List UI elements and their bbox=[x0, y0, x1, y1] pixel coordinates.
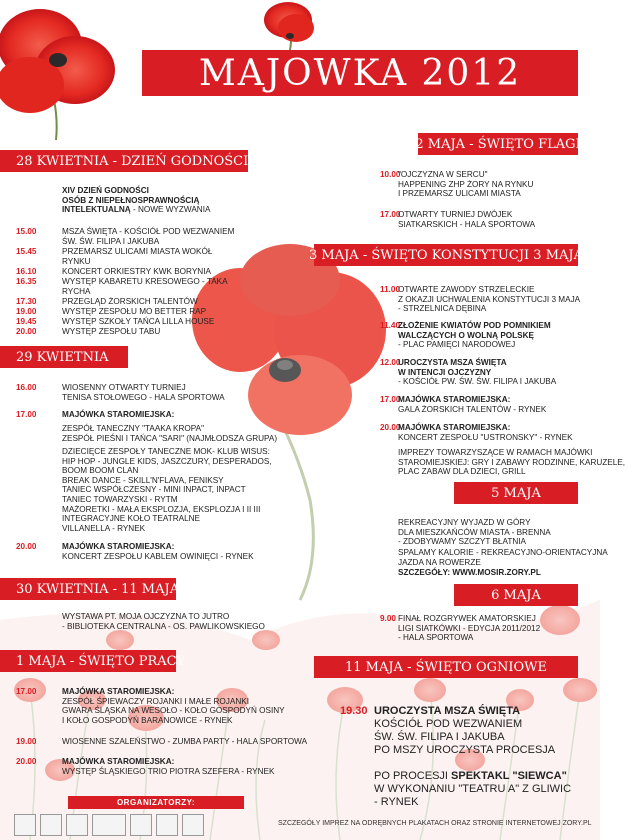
event-line: I PRZEMARSZ ULICAMI MIASTA bbox=[398, 189, 521, 199]
event-line: JAZDA NA ROWERZE bbox=[398, 557, 481, 567]
event-line: RYNKU bbox=[62, 256, 91, 266]
event-time: 19.00 bbox=[16, 307, 37, 316]
event-description bbox=[62, 424, 277, 443]
event-line: ŚW. ŚW. FILIPA I JAKUBA bbox=[374, 731, 505, 743]
event-line: W INTENCJI OJCZYZNY bbox=[398, 367, 492, 377]
event-line: INTELEKTUALNĄ - NOWE WYZWANIA bbox=[62, 205, 211, 215]
section-heading: 1 MAJA - ŚWIĘTO PRACY bbox=[0, 650, 176, 672]
event-time: 9.00 bbox=[380, 614, 396, 623]
mosir-logo bbox=[92, 814, 126, 836]
section-heading: 29 KWIETNIA bbox=[0, 346, 128, 368]
event-line: - STRZELNICA DĘBINA bbox=[398, 304, 487, 314]
section-heading: 30 KWIETNIA - 11 MAJA bbox=[0, 578, 176, 600]
event-time: 17.00 bbox=[380, 210, 401, 219]
event-description bbox=[62, 327, 160, 337]
event-line bbox=[374, 757, 571, 770]
event-line: TENISA STOŁOWEGO - HALA SPORTOWA bbox=[62, 392, 225, 402]
event-description bbox=[398, 423, 573, 442]
event-description bbox=[398, 170, 533, 199]
event-line: W WYKONANIU "TEATRU A" Z GLIWIC bbox=[374, 783, 572, 795]
section-heading: 11 MAJA - ŚWIĘTO OGNIOWE bbox=[314, 656, 578, 678]
event-line: - KOŚCIÓŁ PW. ŚW. ŚW. FILIPA I JAKUBA bbox=[398, 377, 557, 387]
event-line: GALA ŻORSKICH TALENTÓW - RYNEK bbox=[398, 404, 547, 414]
event-line: PO PROCESJI SPEKTAKL "SIEWCA" bbox=[374, 770, 567, 782]
event-line: KONCERT ZESPOŁU "USTRONSKY" - RYNEK bbox=[398, 432, 573, 442]
event-time: 17.00 bbox=[16, 410, 37, 419]
event-line: ZESPÓŁ ŚPIEWACZY ROJANKI I MAŁE ROJANKI bbox=[62, 696, 249, 706]
event-time: 20.00 bbox=[16, 327, 37, 336]
event-time: 19.00 bbox=[16, 737, 37, 746]
event-line: TANIEC WSPÓŁCZESNY - MINI INPACT, INPACT bbox=[62, 485, 246, 495]
organizers-label: ORGANIZATORZY: bbox=[116, 798, 196, 807]
event-description bbox=[62, 542, 254, 561]
event-description bbox=[398, 395, 546, 414]
event-line: WYSTĘP ZESPOŁU TABU bbox=[62, 327, 161, 336]
event-line: SIATKARSKICH - HALA SPORTOWA bbox=[398, 219, 536, 229]
event-line: BOOM BOOM CLAN bbox=[62, 466, 139, 476]
event-time: 16.00 bbox=[16, 383, 37, 392]
event-line: DLA MIESZKAŃCÓW MIASTA - BRENNA bbox=[398, 527, 551, 537]
event-time: 15.45 bbox=[16, 247, 37, 256]
event-line: - PLAC PAMIĘCI NARODOWEJ bbox=[398, 340, 516, 350]
city-crest-logo bbox=[14, 814, 36, 836]
event-description bbox=[62, 307, 206, 317]
event-line: MAJÓWKA STAROMIEJSKA: bbox=[62, 687, 175, 696]
event-description bbox=[62, 383, 225, 402]
event-description bbox=[398, 614, 540, 643]
event-line: - RYNEK bbox=[374, 796, 419, 808]
event-line: UROCZYSTA MSZA ŚWIĘTA bbox=[398, 358, 507, 367]
event-time: 19.45 bbox=[16, 317, 37, 326]
event-line: - HALA SPORTOWA bbox=[398, 633, 474, 643]
event-time: 20.00 bbox=[16, 542, 37, 551]
event-line: KOŚCIÓŁ POD WEZWANIEM bbox=[374, 718, 523, 730]
event-time: 10.00 bbox=[380, 170, 401, 179]
event-description bbox=[62, 277, 228, 296]
event-description bbox=[62, 227, 234, 246]
event-description bbox=[62, 267, 211, 277]
event-line: WYSTĘP SZKOŁY TAŃCA LILLA HOUSE bbox=[62, 317, 215, 326]
event-description bbox=[398, 568, 541, 578]
event-line: ZESPÓŁ TANECZNY "TAAKA KROPA" bbox=[62, 424, 205, 433]
event-time: 16.35 bbox=[16, 277, 37, 286]
organizer-logos bbox=[14, 813, 234, 837]
event-line: STAROMIEJSKIEJ: GRY I ZABAWY RODZINNE, KARUZELE, bbox=[398, 457, 625, 467]
section-heading: 6 MAJA bbox=[454, 584, 578, 606]
event-description bbox=[62, 317, 214, 327]
event-description bbox=[62, 410, 174, 420]
event-time: 17.30 bbox=[16, 297, 37, 306]
event-description bbox=[374, 705, 571, 809]
event-time: 16.10 bbox=[16, 267, 37, 276]
event-description bbox=[398, 518, 551, 547]
event-time: 20.00 bbox=[380, 423, 401, 432]
event-time: 11.40 bbox=[380, 321, 401, 330]
event-line: FINAŁ ROZGRYWEK AMATORSKIEJ bbox=[398, 614, 536, 623]
poster-title-bar bbox=[142, 50, 578, 96]
event-line: PRZEGLĄD ŻORSKICH TALENTÓW bbox=[62, 297, 198, 306]
event-description bbox=[62, 612, 265, 631]
footer-note: SZCZEGÓŁY IMPREZ NA ODRĘBNYCH PLAKATACH ORAZ STRONIE INTERNETOWEJ ZORY.PL bbox=[278, 820, 592, 827]
event-line: MAJÓWKA STAROMIEJSKA: bbox=[62, 410, 175, 419]
event-line: RYCHA bbox=[62, 286, 91, 296]
event-description bbox=[62, 737, 307, 747]
event-line: IMPREZY TOWARZYSZĄCE W RAMACH MAJÓWKI bbox=[398, 448, 593, 457]
event-description bbox=[398, 210, 535, 229]
event-description bbox=[62, 687, 285, 725]
event-line: MAŻORETKI - MAŁA EKSPLOZJA, EKSPLOZJA I II III bbox=[62, 504, 261, 514]
organizer-logo-7 bbox=[182, 814, 204, 836]
event-line: HAPPENING ZHP ŻORY NA RYNKU bbox=[398, 179, 534, 189]
event-line: I KOŁO GOSPODYŃ BARANOWICE - RYNEK bbox=[62, 715, 233, 725]
event-line: OTWARTY TURNIEJ DWÓJEK bbox=[398, 210, 513, 219]
event-description bbox=[62, 247, 212, 266]
event-line: - BIBLIOTEKA CENTRALNA - OS. PAWLIKOWSKIEGO bbox=[62, 621, 265, 631]
event-line: BREAK DANCE - SKILL'N'FLAVA, FENIKSY bbox=[62, 475, 224, 485]
event-description bbox=[398, 548, 608, 567]
organizer-logo-6 bbox=[156, 814, 178, 836]
event-line: REKREACYJNY WYJAZD W GÓRY bbox=[398, 518, 531, 527]
event-line: ZESPÓŁ PIEŚNI I TAŃCA "SARI" (NAJMŁODSZA GRUPA) bbox=[62, 433, 278, 443]
event-line: WIOSENNE SZALEŃSTWO - ZUMBA PARTY - HALA SPORTOWA bbox=[62, 737, 308, 746]
section-heading: 2 MAJA - ŚWIĘTO FLAGI bbox=[418, 133, 578, 155]
event-description bbox=[398, 285, 580, 314]
event-line: WIOSENNY OTWARTY TURNIEJ bbox=[62, 383, 186, 392]
event-time: 15.00 bbox=[16, 227, 37, 236]
event-line: DZIECIĘCE ZESPOŁY TANECZNE MOK- KLUB WISUS: bbox=[62, 447, 270, 456]
event-line: MAJÓWKA STAROMIEJSKA: bbox=[398, 395, 511, 404]
event-line: OSÓB Z NIEPEŁNOSPRAWNOŚCIĄ bbox=[62, 195, 200, 205]
event-line: PO MSZY UROCZYSTA PROCESJA bbox=[374, 744, 556, 756]
event-line: MAJÓWKA STAROMIEJSKA: bbox=[62, 542, 175, 551]
event-line: Z OKAZJI UCHWALENIA KONSTYTUCJI 3 MAJA bbox=[398, 294, 581, 304]
section-heading: 28 KWIETNIA - DZIEŃ GODNOŚCI bbox=[0, 150, 248, 172]
event-time: 17.00 bbox=[16, 687, 37, 696]
event-line: "OJCZYZNA W SERCU" bbox=[398, 170, 488, 179]
poppy-flower-top-left bbox=[0, 9, 115, 140]
poppy-flower-top-small bbox=[264, 2, 314, 50]
organizer-logo-5 bbox=[130, 814, 152, 836]
organizers-bar bbox=[68, 796, 244, 809]
organizer-logo-2 bbox=[40, 814, 62, 836]
event-line: SZCZEGÓŁY: WWW.MOSIR.ZORY.PL bbox=[398, 568, 541, 577]
event-line: UROCZYSTA MSZA ŚWIĘTA bbox=[374, 705, 521, 717]
event-description bbox=[62, 186, 210, 215]
section-heading: 5 MAJA bbox=[454, 482, 578, 504]
event-line: OTWARTE ZAWODY STRZELECKIE bbox=[398, 285, 535, 294]
event-description bbox=[62, 757, 274, 776]
event-time: 17.00 bbox=[380, 395, 401, 404]
event-line: ŚW. ŚW. FILIPA I JAKUBA bbox=[62, 236, 160, 246]
event-time: 12.00 bbox=[380, 358, 401, 367]
event-description bbox=[398, 321, 551, 350]
event-description bbox=[398, 358, 556, 387]
event-line: XIV DZIEŃ GODNOŚCI bbox=[62, 186, 149, 195]
event-line: - ZDOBYWAMY SZCZYT BŁATNIA bbox=[398, 537, 526, 547]
event-time: 11.00 bbox=[380, 285, 401, 294]
event-line: KONCERT ZESPOŁU KABLEM OWINIĘCI - RYNEK bbox=[62, 551, 254, 561]
event-line: MSZA ŚWIĘTA - KOŚCIÓŁ POD WEZWANIEM bbox=[62, 227, 235, 236]
event-line: WYSTĘP KABARETU KRESOWEGO - TAKA bbox=[62, 277, 228, 286]
event-line: INTEGRACYJNE KOŁO TEATRALNE bbox=[62, 514, 201, 524]
organizer-logo-3 bbox=[66, 814, 88, 836]
event-line: VILLANELLA - RYNEK bbox=[62, 523, 146, 533]
event-line: LIGI SIATKÓWKI - EDYCJA 2011/2012 bbox=[398, 623, 541, 633]
event-line: HIP HOP - JUNGLE KIDS, JASZCZURY, DESPERADOS, bbox=[62, 456, 272, 466]
event-line: GWARA ŚLĄSKA NA WESOŁO - KOŁO GOSPODYŃ OSINY bbox=[62, 706, 285, 716]
event-time: 19.30 bbox=[340, 705, 368, 717]
event-description bbox=[62, 297, 198, 307]
event-line: TANIEC TOWARZYSKI - RYTM bbox=[62, 494, 178, 504]
event-line: PLAC ZABAW DLA DZIECI, GRILL bbox=[398, 467, 526, 477]
event-line: KONCERT ORKIESTRY KWK BORYNIA bbox=[62, 267, 211, 276]
event-line: WYSTAWA PT. MOJA OJCZYZNA TO JUTRO bbox=[62, 612, 230, 621]
event-description bbox=[62, 447, 272, 533]
event-line: ZŁOŻENIE KWIATÓW POD POMNIKIEM bbox=[398, 321, 551, 330]
event-description bbox=[398, 448, 625, 477]
poster-title: MAJOWKA 2012 bbox=[198, 52, 522, 94]
event-line: WYSTĘP ŚLĄSKIEGO TRIO PIOTRA SZEFERA - RYNEK bbox=[62, 766, 275, 776]
event-line: PRZEMARSZ ULICAMI MIASTA WOKÓŁ bbox=[62, 247, 213, 256]
event-line: MAJÓWKA STAROMIEJSKA: bbox=[62, 757, 175, 766]
event-line: MAJÓWKA STAROMIEJSKA: bbox=[398, 423, 511, 432]
event-time: 20.00 bbox=[16, 757, 37, 766]
event-line: WYSTĘP ZESPOŁU MO BETTER RAP bbox=[62, 307, 207, 316]
event-line: WALCZĄCYCH O WOLNĄ POLSKĘ bbox=[398, 330, 534, 340]
event-line: SPALAMY KALORIE - REKREACYJNO-ORIENTACYJNA bbox=[398, 548, 608, 557]
section-heading: 3 MAJA - ŚWIĘTO KONSTYTUCJI 3 MAJA bbox=[314, 244, 578, 266]
